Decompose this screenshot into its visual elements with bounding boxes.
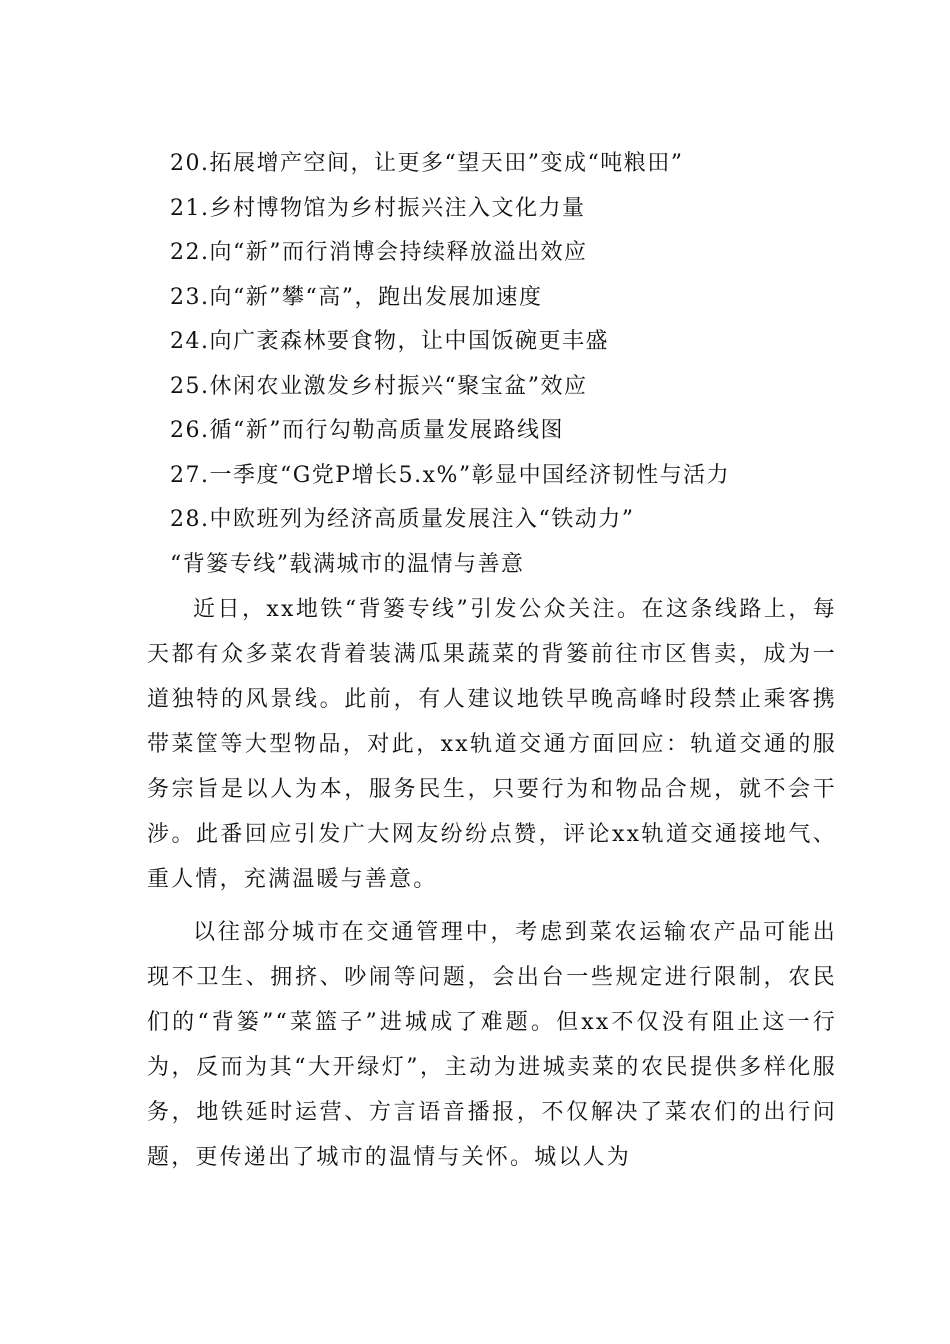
list-item: 28.中欧班列为经济高质量发展注入“铁动力” [170, 507, 635, 532]
list-item: 21.乡村博物馆为乡村振兴注入文化力量 [170, 195, 586, 221]
article-paragraph: 以往部分城市在交通管理中，考虑到菜农运输农产品可能出现不卫生、拥挤、吵闹等问题，会出台一些规定进行限制，农民们的“背篓”“菜篮子”进城成了难题。但xx不仅没有阻止这一行为，反而为其“大开绿灯”，主动为进城卖菜的农民提供多样化服务，地铁延时运营、方言语音播报，不仅解决了菜农们的出行问题，更传递出了城市的温情与关怀。城以人为 [147, 920, 837, 1170]
list-item: 26.循“新”而行勾勒高质量发展路线图 [170, 418, 564, 443]
document-body [147, 142, 837, 1180]
list-item: 20.拓展增产空间，让更多“望天田”变成“吨粮田” [170, 151, 684, 176]
article-paragraph: 近日，xx地铁“背篓专线”引发公众关注。在这条线路上，每天都有众多菜农背着装满瓜果蔬菜的背篓前往市区售卖，成为一道独特的风景线。此前，有人建议地铁早晚高峰时段禁止乘客携带菜筐等大型物品，对此，xx轨道交通方面回应：轨道交通的服务宗旨是以人为本，服务民生，只要行为和物品合规，就不会干涉。此番回应引发广大网友纷纷点赞，评论xx轨道交通接地气、重人情，充满温暖与善意。 [147, 597, 837, 892]
article-title: “背篓专线”载满城市的温情与善意 [170, 551, 525, 577]
list-item: 24.向广袤森林要食物，让中国饭碗更丰盛 [170, 329, 609, 354]
list-item: 25.休闲农业激发乡村振兴“聚宝盆”效应 [170, 373, 588, 399]
list-item: 23.向“新”攀“高”，跑出发展加速度 [170, 284, 543, 310]
list-item: 22.向“新”而行消博会持续释放溢出效应 [170, 240, 588, 265]
list-item: 27.一季度“G党P增长5.x%”彰显中国经济韧性与活力 [170, 462, 731, 488]
